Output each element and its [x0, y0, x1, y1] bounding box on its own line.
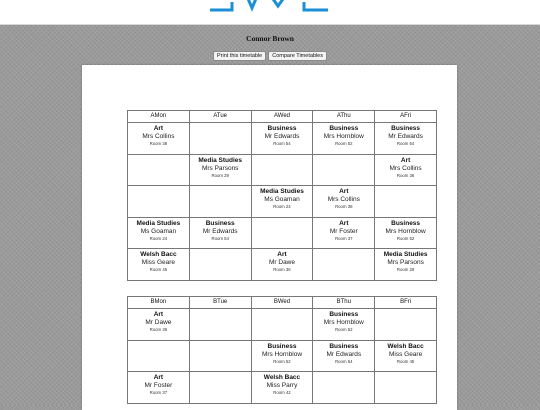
lesson [313, 341, 374, 364]
lesson-subject: Art [339, 188, 349, 195]
day-header: BThu [313, 297, 375, 309]
empty-cell [375, 186, 437, 218]
lesson-subject: Art [153, 374, 164, 381]
timetable-week-a [127, 110, 437, 281]
lesson-teacher: Mr Edwards [264, 133, 300, 140]
lesson-teacher: Mr Foster [329, 227, 358, 235]
lesson-subject: Art [277, 251, 287, 258]
lesson [190, 218, 251, 241]
lesson [375, 249, 436, 272]
lesson-room: Room 36 [273, 267, 291, 272]
empty-cell [189, 340, 251, 372]
timetable-week-b [127, 296, 437, 404]
lesson-teacher: Miss Geare [141, 259, 176, 266]
lesson-room: Room 29 [211, 172, 229, 178]
lesson-teacher: Mrs Collins [142, 133, 175, 140]
empty-cell [128, 154, 190, 186]
lesson [128, 123, 189, 146]
period-row [128, 154, 437, 186]
day-header-row [128, 297, 437, 309]
lesson-room: Room 36 [396, 172, 415, 178]
lesson-teacher: Mrs Collins [389, 164, 422, 172]
lesson [313, 186, 374, 209]
lesson [375, 341, 436, 364]
lesson-subject: Business [391, 125, 421, 132]
lesson-room: Room 52 [396, 235, 415, 241]
lesson [128, 218, 189, 241]
day-header: ATue [189, 111, 251, 123]
lesson-cell [251, 249, 313, 281]
empty-cell [128, 340, 190, 372]
timetable-actions [0, 51, 540, 61]
lesson-teacher: Mr Foster [144, 382, 173, 389]
lesson-cell [375, 249, 437, 281]
lesson-room: Room 45 [149, 267, 168, 272]
lesson-room: Room 37 [149, 390, 168, 395]
day-header: BWed [251, 297, 313, 309]
lesson [128, 249, 189, 272]
lesson-cell [313, 123, 375, 155]
site-header [0, 0, 540, 25]
day-header: BMon [128, 297, 190, 309]
lesson-teacher: Mr Edwards [388, 133, 423, 140]
day-header: AMon [128, 111, 190, 123]
lesson-cell [128, 309, 190, 341]
empty-cell [375, 309, 437, 341]
lesson-cell [375, 123, 437, 155]
lesson-room: Room 45 [396, 358, 415, 364]
empty-cell [189, 249, 251, 281]
lesson-teacher: Miss Geare [388, 350, 423, 358]
lesson-teacher: Mr Dawe [268, 259, 295, 266]
print-timetable-button[interactable]: Print this timetable [213, 51, 266, 61]
period-row [128, 340, 437, 372]
lesson-cell [375, 340, 437, 372]
lesson-subject: Media Studies [198, 156, 243, 164]
lesson-room: Room 54 [396, 141, 415, 146]
lesson-room: Room 29 [396, 267, 415, 272]
lesson-teacher: Ms Goaman [140, 227, 177, 235]
lesson-room: Room 54 [211, 235, 229, 241]
period-row [128, 186, 437, 218]
lesson-subject: Business [267, 125, 297, 132]
student-name: Connor Brown [246, 34, 294, 43]
empty-cell [251, 154, 313, 186]
lesson [252, 249, 313, 272]
lesson-subject: Welsh Bacc [387, 342, 424, 350]
empty-cell [189, 372, 251, 404]
lesson-cell [251, 123, 313, 155]
lesson-room: Room 52 [335, 327, 353, 332]
lesson-teacher: Miss Parry [266, 382, 298, 389]
empty-cell [189, 309, 251, 341]
lesson [313, 309, 374, 332]
lesson-room: Room 54 [335, 358, 353, 364]
lesson [252, 341, 313, 364]
lesson-cell [128, 249, 190, 281]
lesson-room: Room 37 [335, 235, 353, 241]
lesson-cell [251, 340, 313, 372]
lesson-subject: Business [329, 125, 359, 132]
lesson-room: Room 52 [273, 358, 291, 364]
school-logo-icon [208, 0, 332, 16]
empty-cell [251, 217, 313, 249]
lesson [375, 218, 436, 241]
lesson-subject: Media Studies [383, 251, 428, 258]
empty-cell [128, 186, 190, 218]
lesson-room: Room 52 [335, 141, 353, 146]
lesson-teacher: Mrs Collins [327, 196, 360, 203]
day-header: AThu [313, 111, 375, 123]
lesson-subject: Media Studies [136, 219, 181, 227]
lesson-cell [189, 154, 251, 186]
period-row [128, 249, 437, 281]
day-header: AWed [251, 111, 313, 123]
lesson-teacher: Mr Dawe [145, 319, 172, 326]
empty-cell [313, 154, 375, 186]
lesson-cell [189, 217, 251, 249]
lesson-room: Room 42 [273, 390, 291, 395]
lesson-teacher: Mr Edwards [326, 350, 362, 358]
lesson [190, 155, 251, 178]
lesson-subject: Business [329, 311, 359, 318]
lesson-subject: Business [205, 219, 235, 227]
lesson-subject: Welsh Bacc [263, 374, 301, 381]
lesson-subject: Art [153, 311, 164, 318]
empty-cell [375, 372, 437, 404]
lesson-subject: Business [391, 219, 421, 227]
lesson-teacher: Ms Goaman [264, 196, 300, 203]
lesson [375, 155, 436, 178]
lesson [128, 372, 189, 395]
lesson-subject: Business [267, 342, 297, 350]
lesson-subject: Art [153, 125, 164, 132]
lesson [375, 123, 436, 146]
lesson-room: Room 54 [273, 141, 291, 146]
lesson-cell [251, 186, 313, 218]
period-row [128, 372, 437, 404]
lesson-cell [375, 154, 437, 186]
period-row [128, 309, 437, 341]
lesson-room: Room 38 [149, 141, 168, 146]
lesson-cell [128, 123, 190, 155]
day-header: BTue [189, 297, 251, 309]
lesson-subject: Art [400, 156, 411, 164]
lesson [252, 372, 313, 395]
lesson-teacher: Mrs Hornblow [261, 350, 303, 358]
compare-timetables-button[interactable]: Compare Timetables [268, 51, 327, 61]
lesson-subject: Welsh Bacc [140, 251, 177, 258]
empty-cell [251, 309, 313, 341]
lesson-teacher: Mr Edwards [202, 227, 238, 235]
day-header: BFri [375, 297, 437, 309]
empty-cell [189, 123, 251, 155]
lesson-cell [313, 309, 375, 341]
lesson-teacher: Mrs Parsons [201, 164, 239, 172]
lesson [252, 186, 313, 209]
lesson-cell [313, 186, 375, 218]
lesson [252, 123, 313, 146]
period-row [128, 123, 437, 155]
empty-cell [189, 186, 251, 218]
lesson-subject: Media Studies [260, 188, 304, 195]
lesson [313, 218, 374, 241]
empty-cell [313, 249, 375, 281]
lesson-subject: Art [339, 219, 349, 227]
lesson-room: Room 24 [273, 204, 291, 209]
lesson-teacher: Mrs Hornblow [323, 133, 364, 140]
lesson-teacher: Mrs Hornblow [385, 227, 426, 235]
lesson-cell [251, 372, 313, 404]
lesson-room: Room 38 [335, 204, 353, 209]
lesson-room: Room 24 [149, 235, 168, 241]
lesson-cell [128, 372, 190, 404]
lesson-cell [128, 217, 190, 249]
timetable-page [82, 65, 457, 410]
lesson-cell [313, 217, 375, 249]
lesson-teacher: Mrs Parsons [387, 259, 424, 266]
lesson-subject: Business [329, 342, 359, 350]
day-header: AFri [375, 111, 437, 123]
lesson [313, 123, 374, 146]
empty-cell [313, 372, 375, 404]
lesson-room: Room 36 [149, 327, 168, 332]
lesson [128, 309, 189, 332]
lesson-cell [375, 217, 437, 249]
period-row [128, 217, 437, 249]
day-header-row [128, 111, 437, 123]
lesson-teacher: Mrs Hornblow [323, 319, 364, 326]
lesson-cell [313, 340, 375, 372]
